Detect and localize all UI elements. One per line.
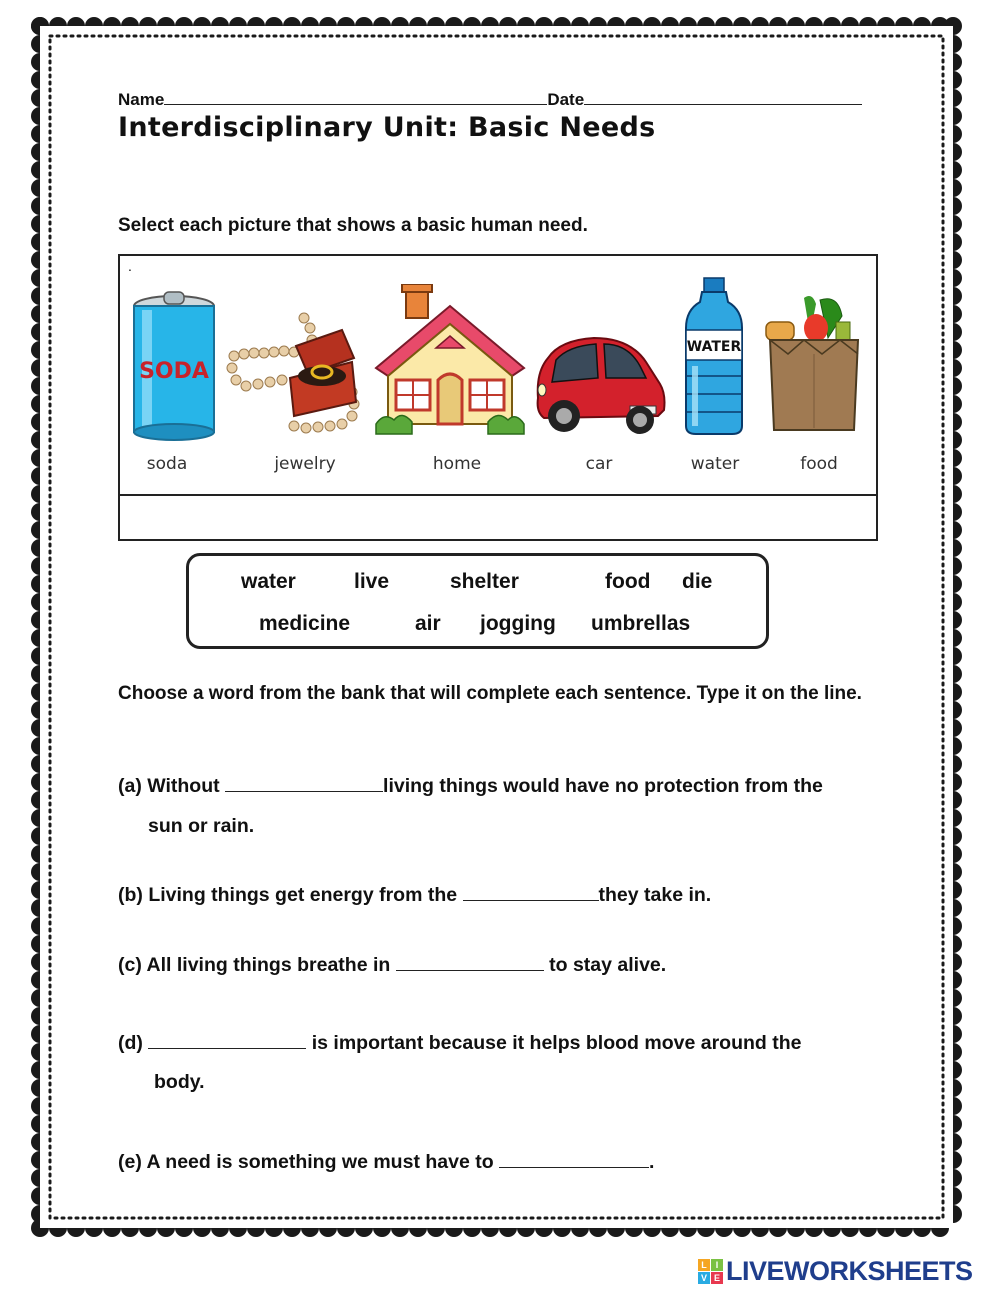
bank-word-medicine: medicine: [259, 612, 351, 635]
water-text: WATER: [686, 339, 742, 355]
name-line[interactable]: [164, 90, 547, 105]
question-a-continued: sun or rain.: [148, 815, 255, 837]
label-soda: soda: [146, 454, 188, 474]
question-c-start: (c) All living things breathe in: [118, 954, 396, 976]
question-b: [118, 884, 711, 907]
answer-b-field[interactable]: [463, 884, 599, 901]
soda-text: SODA: [139, 359, 209, 384]
bank-word-jogging: jogging: [480, 612, 556, 635]
logo-blocks-icon: L I V E: [698, 1259, 723, 1284]
answer-e-field[interactable]: [499, 1151, 649, 1168]
question-b-start: (b) Living things get energy from the: [118, 884, 463, 906]
car-icon: [534, 332, 668, 436]
picture-car[interactable]: [534, 332, 668, 441]
label-car: car: [585, 454, 613, 474]
picture-box: [118, 254, 878, 541]
bank-word-food: food: [605, 570, 651, 593]
question-d-start: (d): [118, 1032, 149, 1054]
answer-a-field[interactable]: [225, 775, 383, 792]
bank-word-die: die: [682, 570, 713, 593]
picture-water[interactable]: [682, 276, 746, 443]
bank-word-live: live: [354, 570, 390, 593]
question-a-start: (a) Without: [118, 775, 226, 797]
house-icon: [372, 284, 528, 440]
label-water: water: [690, 454, 740, 474]
label-food: food: [800, 454, 838, 474]
question-e-start: (e) A need is something we must have to: [118, 1151, 500, 1173]
bank-word-water: water: [241, 570, 296, 593]
picture-jewelry[interactable]: [224, 306, 364, 441]
soda-can-icon: [128, 290, 220, 442]
picture-instruction: Select each picture that shows a basic human need.: [118, 215, 588, 236]
question-e-end: .: [649, 1151, 655, 1173]
brand-name: LIVEWORKSHEETS: [726, 1255, 973, 1286]
bank-word-air: air: [415, 612, 441, 635]
question-a-end: living things would have no protection from the: [383, 775, 823, 797]
answer-drop-zone[interactable]: [120, 498, 876, 539]
divider: [118, 494, 878, 496]
bank-word-shelter: shelter: [450, 570, 519, 593]
stray-dot: .: [128, 258, 132, 274]
answer-c-field[interactable]: [396, 954, 544, 971]
jewelry-box-icon: [224, 306, 364, 436]
name-field[interactable]: [118, 90, 862, 110]
bank-word-umbrellas: umbrellas: [591, 612, 691, 635]
question-d-end: is important because it helps blood move around the: [306, 1032, 802, 1054]
question-d-continued: body.: [154, 1071, 205, 1093]
label-jewelry: jewelry: [274, 454, 336, 474]
question-c-end: to stay alive.: [543, 954, 667, 976]
date-label: Date: [547, 90, 585, 109]
water-bottle-icon: [682, 276, 746, 438]
name-label: Name: [118, 90, 165, 109]
answer-d-field[interactable]: [148, 1032, 306, 1049]
question-d: [118, 1032, 801, 1055]
label-home: home: [432, 454, 482, 474]
sentence-instruction: Choose a word from the bank that will complete each sentence. Type it on the line.: [118, 683, 862, 704]
picture-food[interactable]: [764, 294, 864, 439]
grocery-bag-icon: [764, 294, 864, 434]
picture-soda[interactable]: [128, 290, 220, 447]
word-bank: [186, 553, 769, 649]
question-e: [118, 1151, 654, 1174]
liveworksheets-logo[interactable]: [698, 1256, 973, 1286]
date-line[interactable]: [584, 90, 862, 105]
question-a: [118, 775, 823, 798]
page-title: Interdisciplinary Unit: Basic Needs: [118, 112, 656, 143]
question-c: [118, 954, 666, 977]
question-b-end: they take in.: [598, 884, 712, 906]
picture-home[interactable]: [372, 284, 528, 445]
